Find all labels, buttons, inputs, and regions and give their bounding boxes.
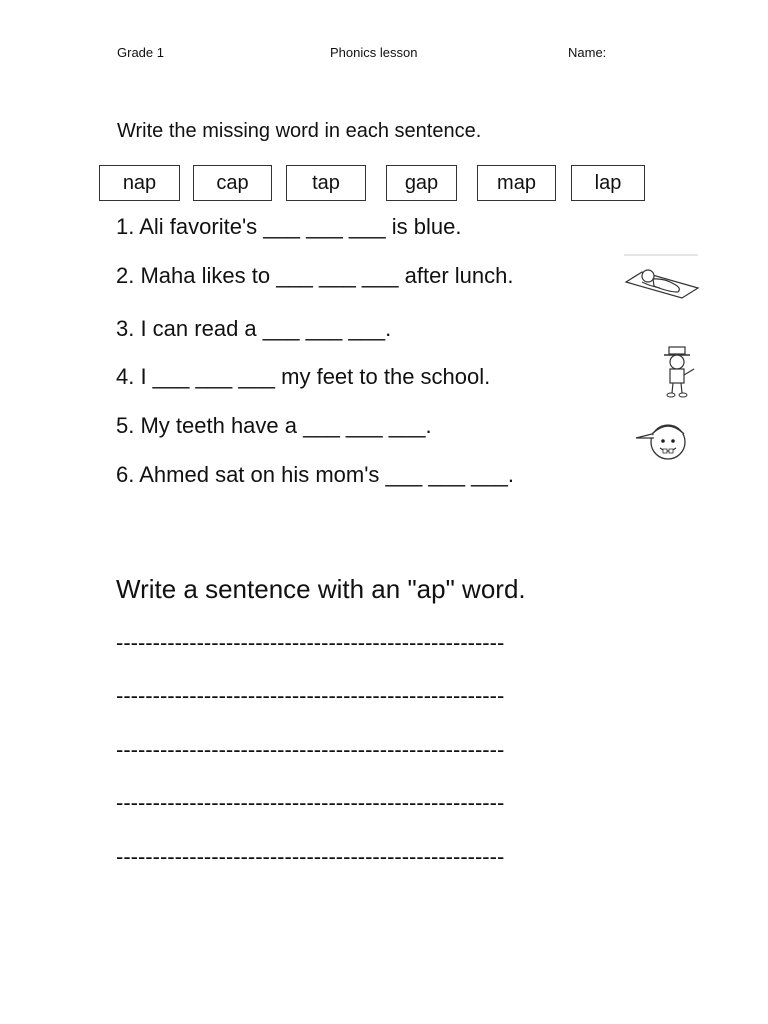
sentence-5: 5. My teeth have a ___ ___ ___.	[116, 413, 432, 438]
writing-line-2[interactable]: -----------------------------------------------------	[116, 683, 505, 708]
subject-label: Phonics lesson	[330, 45, 418, 60]
sentence-2: 2. Maha likes to ___ ___ ___ after lunch.	[116, 263, 514, 288]
sentence-6: 6. Ahmed sat on his mom's ___ ___ ___.	[116, 462, 514, 487]
child-in-cap-icon	[658, 345, 702, 405]
child-napping-on-mat-icon	[620, 252, 700, 300]
writing-line-5[interactable]: -----------------------------------------------------	[116, 844, 505, 869]
name-label: Name:	[568, 45, 607, 60]
word-box-tap: tap	[286, 165, 366, 201]
word-box-lap: lap	[571, 165, 645, 201]
word-box-map: map	[477, 165, 556, 201]
writing-line-1[interactable]: -----------------------------------------------------	[116, 630, 505, 655]
grade-label: Grade 1	[117, 45, 164, 60]
section1-instruction: Write the missing word in each sentence.	[117, 120, 482, 142]
gap-toothed-face-icon	[630, 412, 700, 468]
writing-line-3[interactable]: -----------------------------------------------------	[116, 737, 505, 762]
section2-instruction: Write a sentence with an "ap" word.	[116, 574, 526, 604]
word-box-nap: nap	[99, 165, 180, 201]
word-box-cap: cap	[193, 165, 272, 201]
word-box-gap: gap	[386, 165, 457, 201]
sentence-4: 4. I ___ ___ ___ my feet to the school.	[116, 364, 491, 389]
sentence-3: 3. I can read a ___ ___ ___.	[116, 316, 392, 341]
sentence-1: 1. Ali favorite's ___ ___ ___ is blue.	[116, 214, 462, 239]
writing-line-4[interactable]: -----------------------------------------------------	[116, 790, 505, 815]
